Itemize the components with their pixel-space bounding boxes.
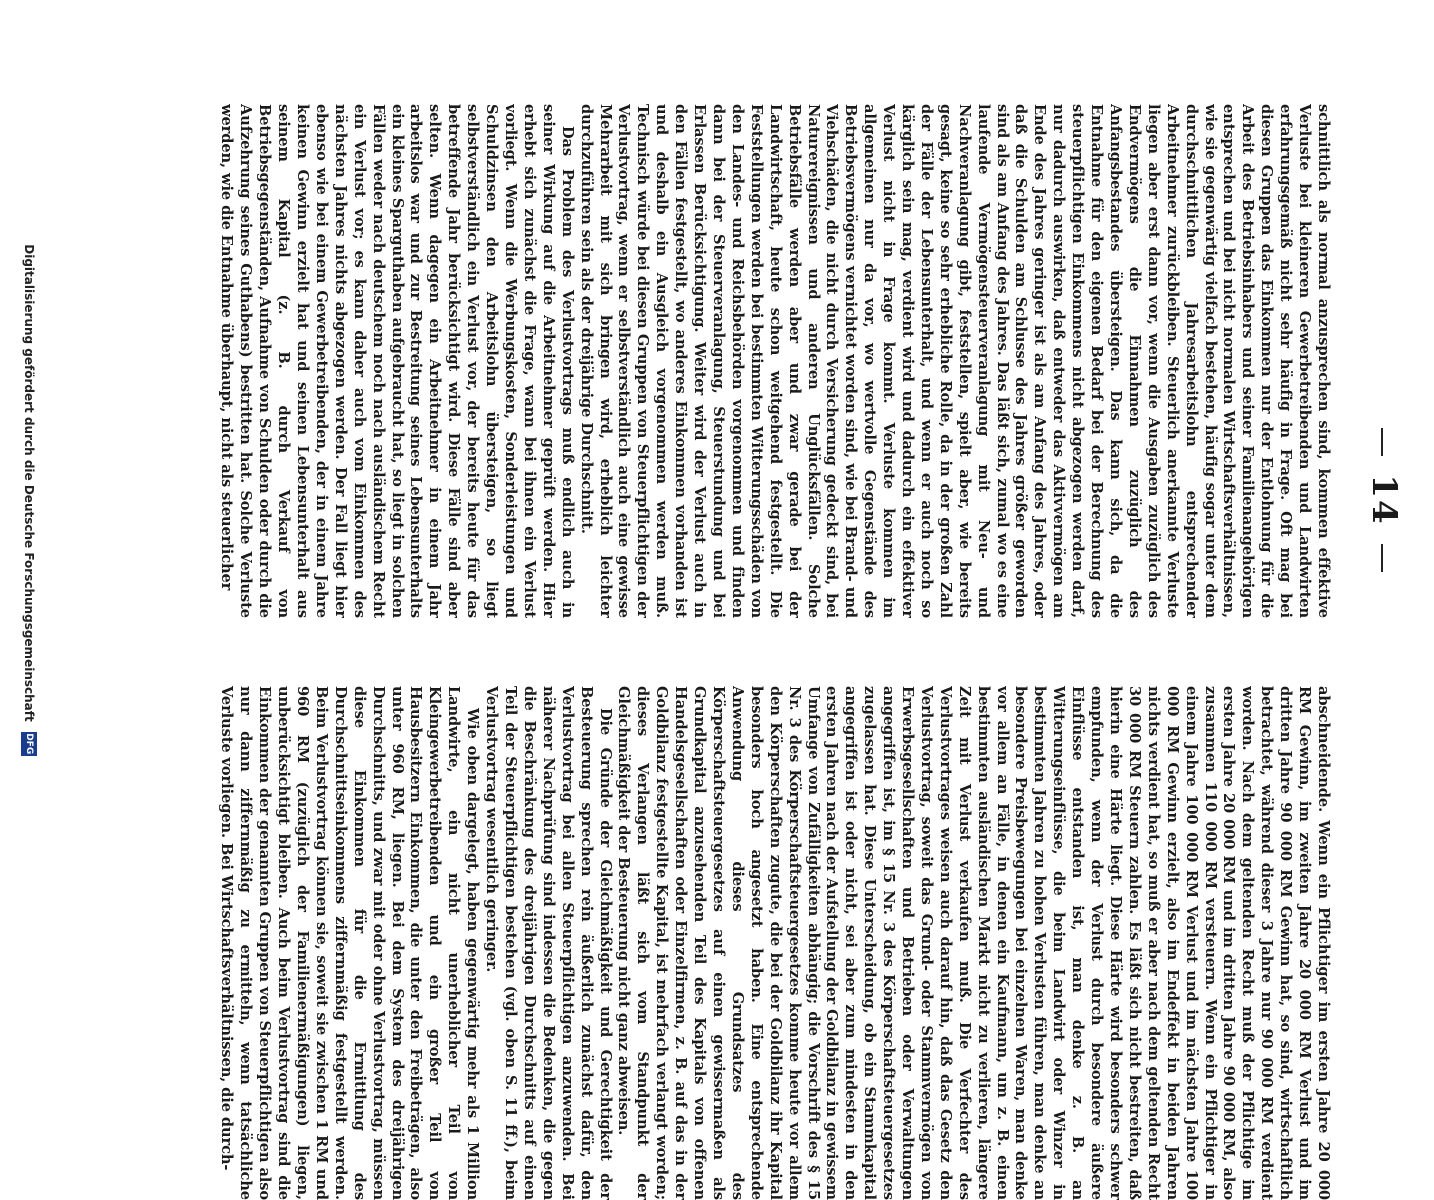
digitization-credit: Digitalisierung gefördert durch die Deutsche Forschungsgemeinschaft — [22, 244, 36, 722]
paragraph: Die Gründe der Gleichmäßigkeit und Gerechtigkeit der Besteuerung sprechen rein äußerlich zunächst dafür, den Verlustvortrag bei allen Steuerpflichtigen anzuwenden. Bei näherer Nachprüfung sind indessen die Bedenken, die gegen die Beschränkung des dreijährigen Durchschnitts auf einen Teil der Steuerpflichtigen bestehen (vgl. oben S. 11 ff.), beim Verlustvortrag wesentlich geringer. — [483, 686, 614, 1200]
text-column-right — [182, 686, 1332, 1200]
paragraph: Wie oben dargelegt, haben gegenwärtig mehr als 1 Million Landwirte, ein nicht unerheblicher Teil von Kleingewerbetreibenden und ein großer Teil von Hausbesitzern Einkommen, die unter den Freibeträgen, also unter 960 RM, liegen. Bei dem System des dreijährigen Durchschnitts, und zwar mit oder ohne Verlustvortrag, müssen diese Einkommen für die Ermittlung des Durchschnittseinkommens ziffernmäßig festgestellt werden. Beim Verlustvortrag können sie, soweit sie zwischen 1 RM und 960 RM (zuzüglich der Familienermäßigungen) liegen, unberücksichtigt bleiben. Auch beim Verlustvortrag sind die Einkommen der genannten Gruppen von Steuerpflichtigen also nur dann ziffernmäßig zu ermitteln, wenn tatsächliche Verluste vorliegen. Bei Wirtschaftsverhältnissen, die durch- — [218, 686, 482, 1200]
page-header — [1364, 0, 1404, 1000]
dfg-logo-icon: DFG — [21, 732, 37, 756]
paragraph: Das Problem des Verlustvortrags muß endlich auch in seiner Wirkung auf die Arbeitnehmer geprüft werden. Hier erhebt sich zunächst die Frage, wann bei ihnen ein Verlust vorliegt. Wenn die Werbungskosten, Sonderleistungen und Schuldzinsen den Arbeitslohn übersteigen, so liegt selbstverständlich ein Verlust vor, der bereits heute für das betreffende Jahr berücksichtigt wird. Diese Fälle sind aber selten. Wenn dagegen ein Arbeitnehmer in einem Jahr arbeitslos war und zur Bestreitung seines Lebensunterhalts ein kleines Sparguthaben aufgebraucht hat, so liegt in solchen Fällen weder nach deutschem noch nach ausländischem Recht ein Verlust vor; es kann daher auch vom Einkommen des nächsten Jahres nichts abgezogen werden. Der Fall liegt hier ebenso wie bei einem Gewerbetreibenden, der in einem Jahre keinen Gewinn erzielt hat und seinen Lebensunterhalt aus seinem Kapital (z. B. durch Verkauf von Betriebsgegenständen, Aufnahme von Schulden oder durch die Aufzehrung seines Guthabens) bestritten hat. Solche Verluste werden, wie die Entnahme überhaupt, nicht als steuerlicher — [218, 104, 576, 618]
digitization-footer — [14, 0, 44, 1000]
header-dash-left — [1381, 428, 1383, 456]
text-column-left — [182, 104, 1332, 618]
paragraph: schnittlich als normal anzusprechen sind, kommen effektive Verluste bei kleineren Gewerbetreibenden und Landwirten erfahrungsgemäß nicht sehr häufig in Frage. Oft mag bei diesen Gruppen das Einkommen nur der Entlohnung für die Arbeit des Betriebsinhabers und seiner Familienangehörigen entsprechen und bei nicht normalen Wirtschaftsverhältnissen, wie sie gegenwärtig vielfach bestehen, häufig sogar unter dem durchschnittlichen Jahresarbeitslohn entsprechender Arbeitnehmer zurückbleiben. Steuerlich anerkannte Verluste liegen aber erst dann vor, wenn die Ausgaben zuzüglich des Endvermögens die Einnahmen zuzüglich des Anfangsbestandes übersteigen. Das kann sich, da die Entnahme für den eigenen Bedarf bei der Berechnung des steuerpflichtigen Einkommens nicht abgezogen werden darf, nur dadurch auswirken, daß entweder das Aktivvermögen am Ende des Jahres geringer ist als am Anfang des Jahres, oder daß die Schulden am Schlusse des Jahres größer geworden sind als am Anfang des Jahres. Das läßt sich, zumal wo es eine laufende Vermögensteuerveranlagung mit Neu- und Nachveranlagung gibt, feststellen, spielt aber, wie bereits gesagt, keine so sehr erhebliche Rolle, da in der großen Zahl der Fälle der Lebensunterhalt, und wenn er auch noch so kärglich sein mag, verdient wird und dadurch ein effektiver Verlust nicht in Frage kommt. Verluste kommen im allgemeinen nur da vor, wo wertvolle Gegenstände des Betriebsvermögens vernichtet worden sind, wie bei Brand- und Viehschäden, die nicht durch Versicherung gedeckt sind, bei Naturereignissen und anderen Unglücksfällen. Solche Betriebsfälle werden aber und zwar gerade bei der Landwirtschaft, heute schon weitgehend festgestellt. Die Feststellungen werden bei bestimmten Witterungsschäden von den Landes- und Reichsbehörden vorgenommen und finden dann bei der Steuerveranlagung, Steuerstundung und bei Erlassen Berücksichtigung. Weiter wird der Verlust auch in den Fällen festgestellt, wo anderes Einkommen vorhanden ist und deshalb ein Ausgleich vorgenommen werden muß. Technisch würde bei diesen Gruppen von Steuerpflichtigen der Verlustvortrag, wenn er selbstverständlich auch eine gewisse Mehrarbeit mit sich bringen wird, erheblich leichter durchzuführen sein als der dreijährige Durchschnitt. — [577, 104, 1332, 618]
page-number: 14 — [1364, 474, 1404, 526]
header-dash-right — [1381, 544, 1383, 572]
paragraph: abschneidende. Wenn ein Pflichtiger im ersten Jahre 20 000 RM Gewinn, im zweiten Jahre 20 000 RM Verlust und im dritten Jahre 90 000 RM Gewinn hat, so sind, wirtschaftlich betrachtet, während dieser 3 Jahre nur 90 000 RM verdient worden. Nach dem geltenden Recht muß der Pflichtige im ersten Jahre 20 000 RM und im dritten Jahre 90 000 RM, also zusammen 110 000 RM versteuern. Wenn ein Pflichtiger in einem Jahre 100 000 RM Verlust und im nächsten Jahre 100 000 RM Gewinn erzielt, also im Endeffekt in beiden Jahren nichts verdient hat, so muß er aber nach dem geltenden Recht 30 000 RM Steuern zahlen. Es läßt sich nicht bestreiten, daß hierin eine Härte liegt. Diese Härte wird besonders schwer empfunden, wenn der Verlust durch besondere äußere Einflüsse entstanden ist, man denke z. B. an Witterungseinflüsse, die beim Landwirt oder Winzer in bestimmten Jahren zu hohen Verlusten führen, man denke an besondere Preisbewegungen bei einzelnen Waren, man denke vor allem an Fälle, in denen ein Kaufmann, um z. B. einen bestimmten ausländischen Markt nicht zu verlieren, längere Zeit mit Verlust verkaufen muß. Die Verfechter des Verlustvortrages weisen auch darauf hin, daß das Gesetz den Verlustvortrag, soweit das Grund- oder Stammvermögen von Erwerbsgesellschaften und Betrieben oder Verwaltungen angegriffen ist, im § 15 Nr. 3 des Körperschaftsteuergesetzes zugelassen hat. Diese Unterscheidung, ob ein Stammkapital angegriffen ist oder nicht, sei aber zum mindesten in den ersten Jahren nach der Aufstellung der Goldbilanz in gewissem Umfange von Zufälligkeiten abhängig; die Vorschrift des § 15 Nr. 3 des Körperschaftsteuergesetzes komme heute vor allem den Körperschaften zugute, die bei der Goldbilanz ihr Kapital besonders hoch angesetzt haben. Eine entsprechende Anwendung dieses Grundsatzes des Körperschaftsteuergesetzes auf einen gewissermaßen als Grundkapital anzusehenden Teil des Kapitals von offenen Handelsgesellschaften oder Einzelfirmen, z. B. auf das in der Goldbilanz festgestellte Kapital, ist mehrfach verlangt worden; dieses Verlangen läßt sich vom Standpunkt der Gleichmäßigkeit der Besteuerung nicht ganz abweisen. — [615, 686, 1332, 1200]
